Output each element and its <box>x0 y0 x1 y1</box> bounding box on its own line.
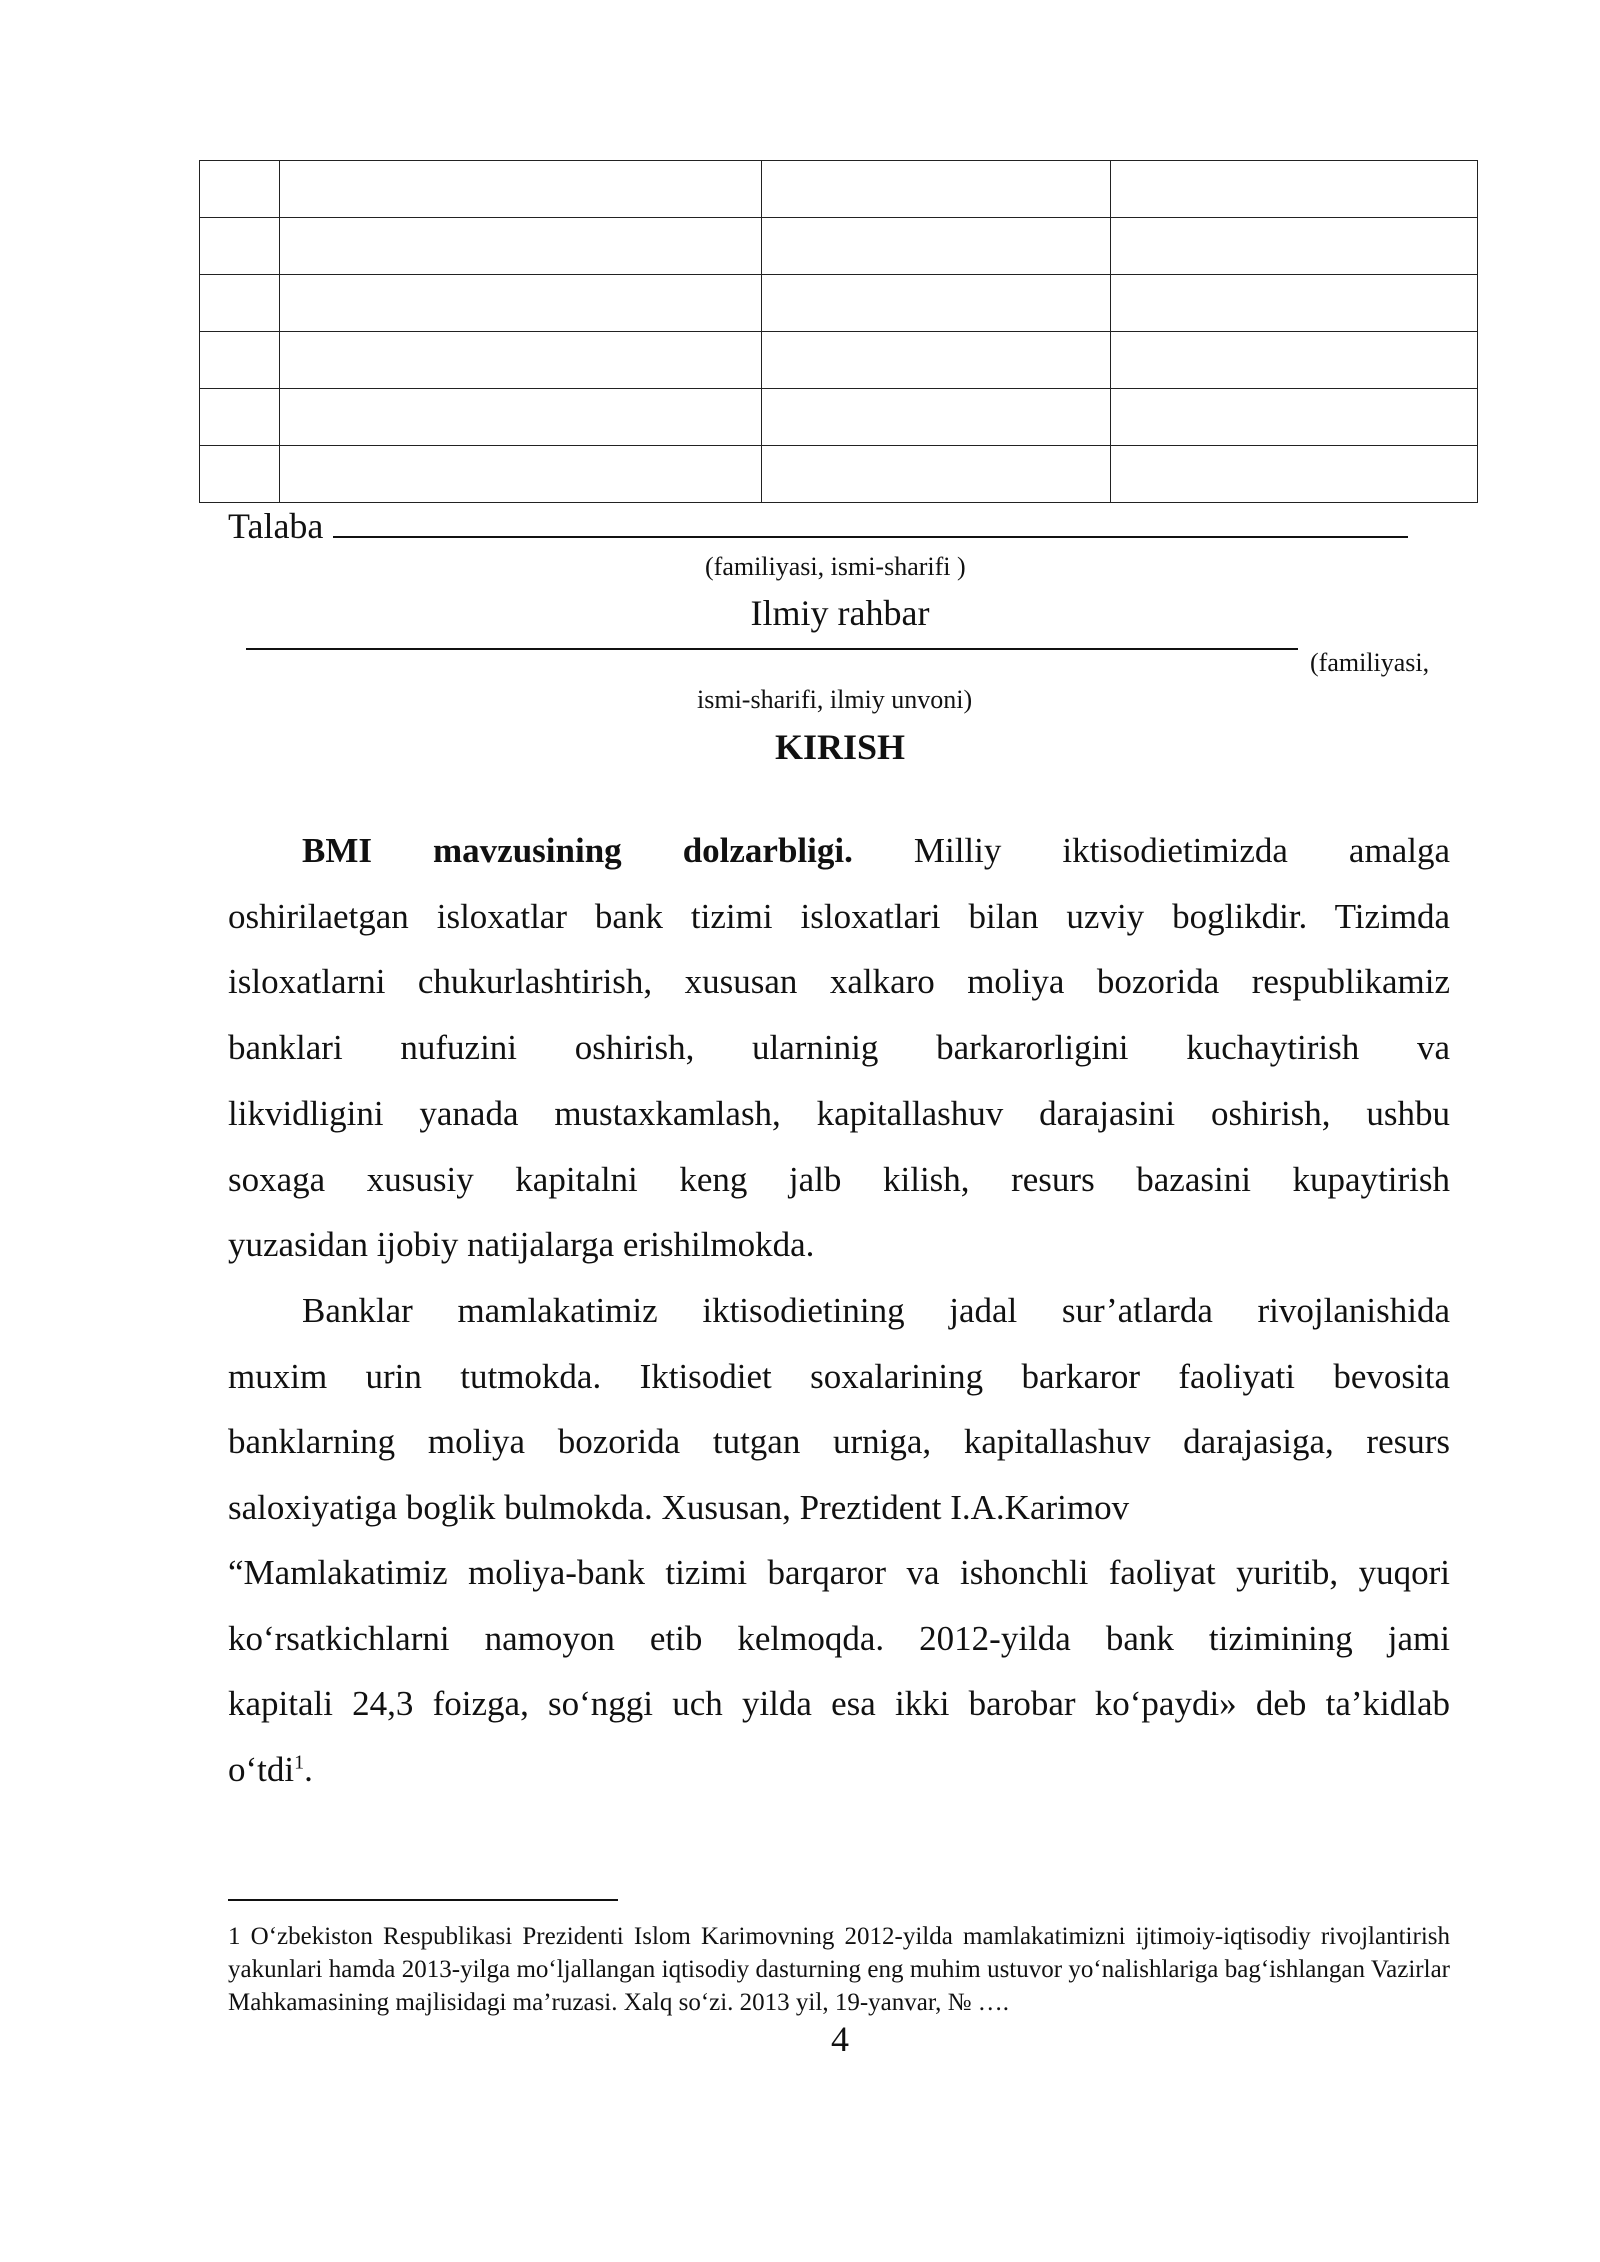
form-table-cell <box>1111 218 1478 275</box>
supervisor-label: Ilmiy rahbar <box>750 593 930 633</box>
paragraph-line: Banklar mamlakatimiz iktisodietining jadal sur’atlarda rivojlanishida <box>302 1291 1450 1330</box>
paragraph-line: saloxiyatiga boglik bulmokda. Xususan, Preztident I.A.Karimov <box>228 1488 1130 1528</box>
form-table-cell <box>1111 389 1478 446</box>
relevance-lead: BMI mavzusining dolzarbligi. <box>302 831 853 870</box>
form-table-cell <box>280 446 762 503</box>
form-table-row <box>200 332 1478 389</box>
form-table-cell <box>1111 446 1478 503</box>
form-table-cell <box>1111 332 1478 389</box>
paragraph-line: muxim urin tutmokda. Iktisodiet soxalarining barkaror faoliyati bevosita <box>228 1356 1450 1396</box>
form-table-body <box>200 161 1478 503</box>
paragraph-relevance <box>228 818 1450 1278</box>
form-table-cell <box>280 389 762 446</box>
paragraph-quote <box>228 1540 1450 1803</box>
form-table-cell <box>200 332 280 389</box>
student-name-blank <box>333 500 1408 538</box>
form-table-cell <box>762 332 1111 389</box>
footnote: 1 O‘zbekiston Respublikasi Prezidenti Islom Karimovning 2012-yilda mamlakatimizni ijtimoiy-iqtisodiy rivojlantirish yakunlari hamda 2013-yilga mo‘ljallangan iqtisodiy dasturning eng muhim ustuvor yo‘nalishlariga bag‘ishlangan Vazirlar Mahkamasining majlisidagi ma’ruzasi. Xalq so‘zi. 2013 yil, 19-yanvar, № …. <box>228 1923 1450 2016</box>
form-table-cell <box>200 218 280 275</box>
footnote-separator <box>228 1899 618 1901</box>
form-table-cell <box>762 389 1111 446</box>
paragraph-line: o‘tdi$^1$. <box>228 1750 313 1790</box>
page-number: 4 <box>831 2019 849 2059</box>
form-table-row <box>200 161 1478 218</box>
form-table-row <box>200 218 1478 275</box>
paragraph-line: banklarning moliya bozorida tutgan urniga, kapitallashuv darajasiga, resurs <box>228 1422 1450 1462</box>
paragraph-line: likvidligini yanada mustaxkamlash, kapitallashuv darajasini oshirish, ushbu <box>228 1093 1450 1133</box>
student-caption: (familiyasi, ismi-sharifi ) <box>705 552 966 581</box>
form-table-cell <box>280 218 762 275</box>
paragraph-line: kapitali 24,3 foizga, so‘nggi uch yilda esa ikki barobar ko‘paydi» deb ta’kidlab <box>228 1684 1450 1724</box>
form-table-cell <box>762 275 1111 332</box>
form-table-cell <box>200 446 280 503</box>
form-table-cell <box>280 161 762 218</box>
form-table-cell <box>762 218 1111 275</box>
paragraph-line: “Mamlakatimiz moliya-bank tizimi barqaror va ishonchli faoliyat yuritib, yuqori <box>228 1553 1450 1592</box>
form-table-cell <box>1111 275 1478 332</box>
supervisor-name-blank <box>246 648 1298 650</box>
paragraph-line: ko‘rsatkichlarni namoyon etib kelmoqda. 2012-yilda bank tizimining jami <box>228 1618 1450 1658</box>
paragraph-line: banklari nufuzini oshirish, ularninig barkarorligini kuchaytirish va <box>228 1028 1450 1068</box>
form-table-row <box>200 389 1478 446</box>
supervisor-caption-part2: ismi-sharifi, ilmiy unvoni) <box>697 685 973 714</box>
paragraph-line: yuzasidan ijobiy natijalarga erishilmokda. <box>228 1225 815 1265</box>
paragraph-banks <box>228 1278 1450 1541</box>
paragraph-line: soxaga xususiy kapitalni keng jalb kilish, resurs bazasini kupaytirish <box>228 1159 1450 1199</box>
form-table-cell <box>762 446 1111 503</box>
form-table-row <box>200 446 1478 503</box>
form-table-cell <box>1111 161 1478 218</box>
form-table-cell <box>280 275 762 332</box>
form-table-cell <box>200 389 280 446</box>
form-table-cell <box>200 275 280 332</box>
form-table-cell <box>280 332 762 389</box>
form-table <box>199 160 1478 503</box>
form-table-row <box>200 275 1478 332</box>
student-label: Talaba <box>228 506 324 546</box>
form-table-cell <box>200 161 280 218</box>
supervisor-caption-part1: (familiyasi, <box>1310 648 1430 677</box>
section-heading: KIRISH <box>774 727 906 767</box>
paragraph-line: oshirilaetgan isloxatlar bank tizimi isloxatlari bilan uzviy boglikdir. Tizimda <box>228 896 1450 936</box>
paragraph-line: isloxatlarni chukurlashtirish, xususan xalkaro moliya bozorida respublikamiz <box>228 962 1450 1002</box>
form-table-cell <box>762 161 1111 218</box>
paragraph-line: BMI mavzusining dolzarbligi. Milliy iktisodietimizda amalga <box>302 831 1450 870</box>
footnote-reference[interactable]: 1 <box>294 1751 305 1774</box>
student-line <box>228 500 1408 552</box>
